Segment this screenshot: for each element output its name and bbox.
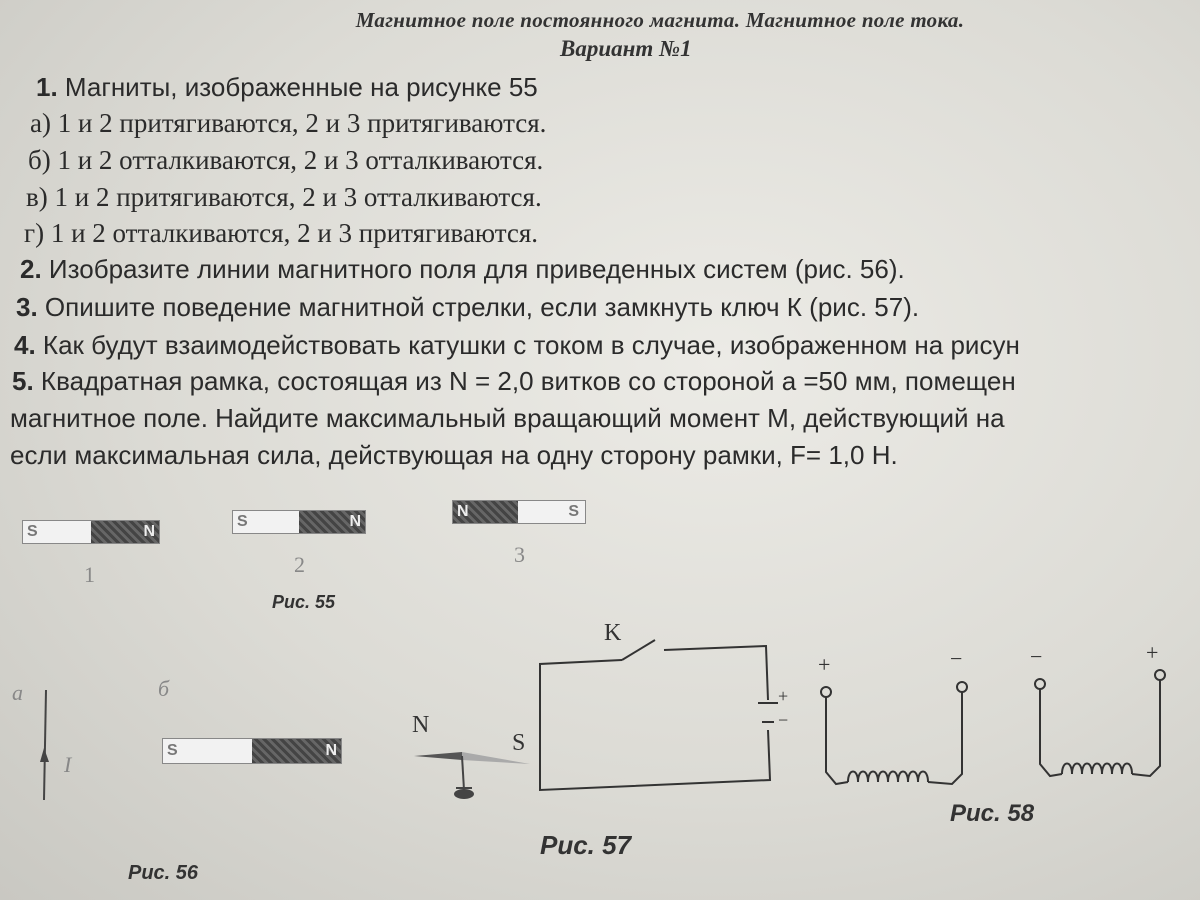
question-number: 3. bbox=[16, 292, 38, 322]
battery-plus-label: + bbox=[778, 686, 789, 706]
variant-heading: Вариант №1 bbox=[560, 36, 692, 61]
page-title: Магнитное поле постоянного магнита. Магнитное поле тока. bbox=[355, 8, 965, 32]
magnet-pole-left: S bbox=[163, 739, 252, 763]
question-text: Магниты, изображенные на рисунке 55 bbox=[64, 72, 538, 102]
coil-1 bbox=[821, 682, 967, 784]
figure-56-label-a: а bbox=[12, 680, 23, 705]
magnet-pole-left: S bbox=[233, 511, 299, 533]
question-5-line3: если максимальная сила, действующая на одну сторону рамки, F= 1,0 Н. bbox=[10, 440, 898, 470]
conductor-wire bbox=[40, 690, 49, 800]
option-b: б) 1 и 2 отталкиваются, 2 и 3 отталкиваются. bbox=[28, 145, 544, 175]
coil-1-left-sign: + bbox=[818, 652, 831, 677]
figure-58-caption: Рис. 58 bbox=[950, 800, 1035, 827]
magnet-pole-right: N bbox=[299, 511, 365, 533]
figure-56-caption: Рис. 56 bbox=[128, 862, 199, 884]
battery-minus-label: − bbox=[778, 710, 789, 730]
magnet-pole-right: S bbox=[518, 501, 585, 523]
question-number: 4. bbox=[14, 330, 36, 360]
figure-55-caption: Рис. 55 bbox=[272, 592, 336, 612]
figure-57-caption: Рис. 57 bbox=[540, 830, 632, 860]
magnet-1-label: 1 bbox=[84, 562, 95, 587]
key-label: K bbox=[604, 620, 622, 646]
magnet-pole-right: N bbox=[252, 739, 341, 763]
question-5-line2: магнитное поле. Найдите максимальный вращающий момент M, действующий на bbox=[10, 403, 1005, 433]
magnet-pole-left: N bbox=[453, 501, 518, 523]
magnet-pole-right: N bbox=[91, 521, 159, 543]
magnetic-needle bbox=[414, 752, 530, 799]
magnet-2-label: 2 bbox=[294, 552, 305, 577]
circuit-diagram bbox=[540, 640, 778, 790]
question-number: 5. bbox=[12, 366, 34, 396]
needle-south-label: S bbox=[512, 730, 526, 756]
coil-2-left-sign: − bbox=[1030, 644, 1043, 669]
option-a: а) 1 и 2 притягиваются, 2 и 3 притягиваются. bbox=[30, 108, 547, 138]
question-number: 2. bbox=[20, 254, 42, 284]
question-text-line1: Квадратная рамка, состоящая из N = 2,0 витков со стороной a =50 мм, помещен bbox=[40, 366, 1016, 396]
magnet-pole-left: S bbox=[23, 521, 91, 543]
current-label: I bbox=[64, 752, 72, 777]
question-text: Опишите поведение магнитной стрелки, если замкнуть ключ К (рис. 57). bbox=[44, 292, 920, 322]
question-text: Изобразите линии магнитного поля для приведенных систем (рис. 56). bbox=[48, 254, 905, 284]
coil-1-right-sign: − bbox=[950, 646, 963, 671]
magnet-3-label: 3 bbox=[514, 542, 525, 567]
needle-north-label: N bbox=[412, 712, 430, 738]
option-d: г) 1 и 2 отталкиваются, 2 и 3 притягиваются. bbox=[24, 218, 539, 248]
coil-2-right-sign: + bbox=[1146, 640, 1159, 665]
option-c: в) 1 и 2 притягиваются, 2 и 3 отталкиваются. bbox=[26, 182, 542, 212]
figure-56-label-b: б bbox=[158, 676, 170, 701]
question-number: 1. bbox=[36, 72, 58, 102]
coil-2 bbox=[1035, 670, 1165, 776]
question-text: Как будут взаимодействовать катушки с током в случае, изображенном на рисун bbox=[42, 330, 1020, 360]
